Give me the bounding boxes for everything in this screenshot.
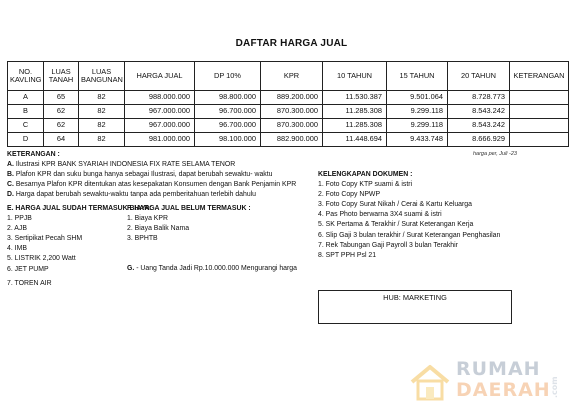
cell-10-tahun: 11.530.387 — [323, 91, 387, 105]
page-title: DAFTAR HARGA JUAL — [235, 38, 348, 49]
cell-dp: 98.100.000 — [195, 133, 261, 147]
cell-kavling: D — [8, 133, 44, 147]
cell-keterangan — [510, 105, 569, 119]
watermark-line2: DAERAH — [456, 379, 551, 401]
item-letter: D. — [7, 191, 14, 199]
list-item: 1. PPJB — [7, 215, 32, 223]
cell-kavling: A — [8, 91, 44, 105]
cell-dp: 96.700.000 — [195, 105, 261, 119]
list-item: 2. Foto Copy NPWP — [318, 191, 381, 199]
list-item: 3. Sertipikat Pecah SHM — [7, 235, 83, 243]
cell-keterangan — [510, 91, 569, 105]
cell-keterangan — [510, 119, 569, 133]
documents-heading: KELENGKAPAN DOKUMEN : — [318, 171, 413, 178]
cell-luas-tanah: 62 — [44, 105, 79, 119]
list-item: 6. Slip Gaji 3 bulan terakhir / Surat Keterangan Penghasilan — [318, 231, 501, 239]
cell-dp: 98.800.000 — [195, 91, 261, 105]
watermark-suffix: .com — [550, 376, 559, 398]
list-item: 3. BPHTB — [127, 235, 158, 243]
house-logo-icon — [408, 362, 452, 402]
cell-luas-bangunan: 82 — [79, 105, 125, 119]
cell-harga-jual: 988.000.000 — [125, 91, 195, 105]
list-item: 1. Foto Copy KTP suami & istri — [318, 181, 413, 189]
cell-15-tahun: 9.299.118 — [387, 105, 448, 119]
cell-kavling: B — [8, 105, 44, 119]
list-item: 6. JET PUMP — [7, 265, 49, 273]
list-item: 8. SPT PPH Psl 21 — [318, 251, 377, 259]
cell-20-tahun: 8.666.929 — [448, 133, 510, 147]
down-payment-note — [127, 265, 297, 272]
cell-luas-tanah: 65 — [44, 91, 79, 105]
cell-luas-bangunan: 82 — [79, 91, 125, 105]
cell-20-tahun: 8.543.242 — [448, 119, 510, 133]
list-item: 2. Biaya Balik Nama — [127, 225, 190, 233]
marketing-contact-box — [318, 290, 512, 324]
watermark-line1: RUMAH — [456, 358, 541, 380]
cell-luas-bangunan: 82 — [79, 119, 125, 133]
cell-20-tahun: 8.543.242 — [448, 105, 510, 119]
cell-harga-jual: 981.000.000 — [125, 133, 195, 147]
item-letter: C. — [7, 181, 14, 189]
cell-kpr: 870.300.000 — [261, 119, 323, 133]
cell-15-tahun: 9.433.748 — [387, 133, 448, 147]
marketing-label: HUB: MARKETING — [383, 293, 447, 302]
cell-keterangan — [510, 133, 569, 147]
list-item — [7, 170, 296, 180]
item-text: Besarnya Plafon KPR ditentukan atas kesepakatan Konsumen dengan Bank Penjamin KPR — [15, 181, 297, 189]
list-item: 4. IMB — [7, 245, 27, 253]
list-item — [7, 160, 296, 170]
header-10-tahun: 10 TAHUN — [323, 62, 387, 91]
cell-luas-tanah: 64 — [44, 133, 79, 147]
cell-15-tahun: 9.299.118 — [387, 119, 448, 133]
table-header-row — [8, 62, 569, 91]
table-row — [8, 105, 569, 119]
header-15-tahun: 15 TAHUN — [387, 62, 448, 91]
table-row — [8, 91, 569, 105]
table-row — [8, 119, 569, 133]
header-harga-jual: HARGA JUAL — [125, 62, 195, 91]
cell-20-tahun: 8.728.773 — [448, 91, 510, 105]
header-dp: DP 10% — [195, 62, 261, 91]
list-item: 7. Rek Tabungan Gaji Payroll 3 bulan Terakhir — [318, 241, 458, 249]
header-kpr: KPR — [261, 62, 323, 91]
cell-harga-jual: 967.000.000 — [125, 119, 195, 133]
list-item — [7, 180, 296, 190]
note-text: - Uang Tanda Jadi Rp.10.000.000 Mengurangi harga — [136, 265, 297, 272]
list-item: 5. SK Pertama & Terakhir / Surat Keterangan Kerja — [318, 221, 474, 229]
keterangan-heading: KETERANGAN : — [7, 151, 60, 158]
list-item: 3. Foto Copy Surat Nikah / Cerai & Kartu Keluarga — [318, 201, 472, 209]
list-item: 2. AJB — [7, 225, 27, 233]
item-text: Ilustrasi KPR BANK SYARIAH INDONESIA FIX RATE SELAMA TENOR — [15, 161, 236, 169]
list-item — [7, 190, 296, 200]
watermark — [408, 358, 578, 408]
cell-kavling: C — [8, 119, 44, 133]
item-text: Plafon KPR dan suku bunga hanya sebagai Ilustrasi, dapat berubah sewaktu- waktu — [15, 171, 273, 179]
item-letter: B. — [7, 171, 14, 179]
item-letter: A. — [7, 161, 14, 169]
table-row — [8, 133, 569, 147]
list-item: 1. Biaya KPR — [127, 215, 168, 223]
cell-10-tahun: 11.448.694 — [323, 133, 387, 147]
list-item: 4. Pas Photo berwarna 3X4 suami & istri — [318, 211, 442, 219]
header-keterangan: KETERANGAN — [510, 62, 569, 91]
excluded-costs-heading: F. HARGA JUAL BELUM TERMASUK : — [127, 205, 251, 212]
list-item: 7. TOREN AIR — [7, 279, 52, 287]
cell-kpr: 889.200.000 — [261, 91, 323, 105]
item-text: Harga dapat berubah sewaktu-waktu tanpa ada pemberitahuan terlebih dahulu — [15, 191, 257, 199]
excluded-costs-section — [127, 204, 251, 244]
cell-luas-bangunan: 82 — [79, 133, 125, 147]
cell-kpr: 870.300.000 — [261, 105, 323, 119]
included-costs-heading: E. HARGA JUAL SUDAH TERMASUK BIAYA: — [7, 205, 152, 212]
keterangan-section — [7, 150, 296, 200]
cell-10-tahun: 11.285.308 — [323, 105, 387, 119]
cell-dp: 96.700.000 — [195, 119, 261, 133]
cell-harga-jual: 967.000.000 — [125, 105, 195, 119]
header-20-tahun: 20 TAHUN — [448, 62, 510, 91]
cell-luas-tanah: 62 — [44, 119, 79, 133]
header-luas-bangunan: LUAS BANGUNAN — [79, 62, 125, 91]
price-table — [7, 61, 569, 147]
header-luas-tanah: LUAS TANAH — [44, 62, 79, 91]
list-item: 5. LISTRIK 2,200 Watt — [7, 255, 76, 263]
header-no-kavling: NO. KAVLING — [8, 62, 44, 91]
price-date-note: harga per, Juli -23 — [472, 151, 517, 157]
cell-10-tahun: 11.285.308 — [323, 119, 387, 133]
documents-section — [318, 170, 500, 261]
cell-kpr: 882.900.000 — [261, 133, 323, 147]
note-letter: G. — [127, 265, 135, 272]
cell-15-tahun: 9.501.064 — [387, 91, 448, 105]
